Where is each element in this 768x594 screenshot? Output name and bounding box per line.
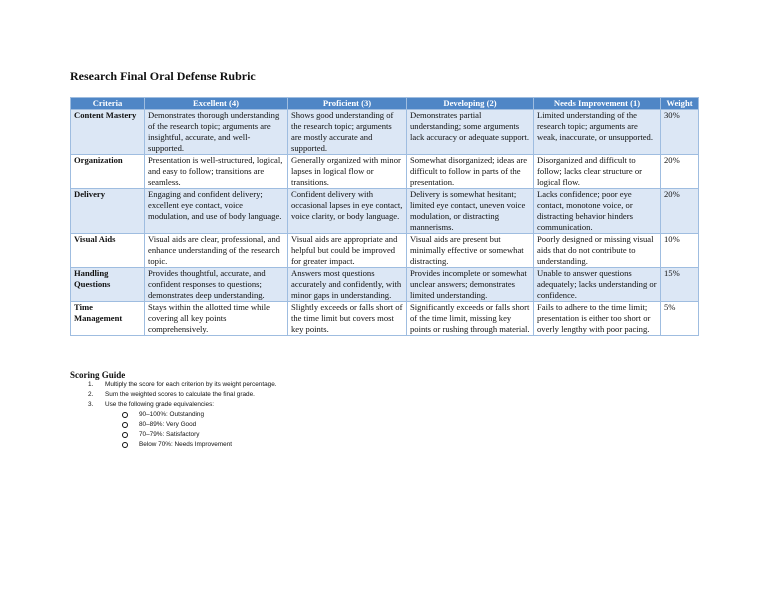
step-text: Use the following grade equivalencies: — [105, 401, 215, 408]
proficient-cell: Confident delivery with occasional lapses in eye contact, voice clarity, or body language. — [288, 189, 407, 234]
list-item — [105, 440, 277, 450]
developing-cell: Delivery is somewhat hesitant; limited eye contact, uneven voice modulation, or distracting mannerisms. — [407, 189, 534, 234]
proficient-cell: Visual aids are appropriate and helpful but could be improved for greater impact. — [288, 234, 407, 268]
excellent-cell: Stays within the allotted time while covering all key points comprehensively. — [145, 302, 288, 336]
step-text: Multiply the score for each criterion by its weight percentage. — [105, 381, 277, 388]
table-row — [71, 110, 699, 155]
weight-cell: 10% — [661, 234, 699, 268]
proficient-cell: Shows good understanding of the research topic; arguments are mostly accurate and supported. — [288, 110, 407, 155]
list-item — [105, 410, 277, 420]
needs-improvement-cell: Poorly designed or missing visual aids that do not contribute to understanding. — [534, 234, 661, 268]
grade-text: 80–89%: Very Good — [139, 421, 197, 428]
list-item — [88, 400, 277, 450]
grade-text: Below 70%: Needs Improvement — [139, 441, 233, 448]
developing-cell: Significantly exceeds or falls short of the time limit, missing key points or rushing through material. — [407, 302, 534, 336]
header-needs-improvement: Needs Improvement (1) — [534, 98, 661, 110]
circle-bullet-icon — [122, 432, 128, 438]
header-excellent: Excellent (4) — [145, 98, 288, 110]
proficient-cell: Generally organized with minor lapses in logical flow or transitions. — [288, 155, 407, 189]
criterion-cell: Delivery — [71, 189, 145, 234]
weight-cell: 15% — [661, 268, 699, 302]
needs-improvement-cell: Disorganized and difficult to follow; lacks clear structure or logical flow. — [534, 155, 661, 189]
step-number: 3. — [88, 401, 94, 408]
table-row — [71, 302, 699, 336]
rubric-table — [70, 97, 699, 336]
excellent-cell: Engaging and confident delivery; excellent eye contact, voice modulation, and use of body language. — [145, 189, 288, 234]
grade-text: 90–100%: Outstanding — [139, 411, 205, 418]
criterion-cell: Visual Aids — [71, 234, 145, 268]
circle-bullet-icon — [122, 412, 128, 418]
excellent-cell: Provides thoughtful, accurate, and confident responses to questions; demonstrates deep understanding. — [145, 268, 288, 302]
weight-cell: 5% — [661, 302, 699, 336]
criterion-cell: Handling Questions — [71, 268, 145, 302]
header-weight: Weight — [661, 98, 699, 110]
developing-cell: Visual aids are present but minimally effective or somewhat distracting. — [407, 234, 534, 268]
list-item — [88, 390, 277, 400]
step-number: 2. — [88, 391, 94, 398]
header-criteria: Criteria — [71, 98, 145, 110]
needs-improvement-cell: Fails to adhere to the time limit; presentation is either too short or overly lengthy with poor pacing. — [534, 302, 661, 336]
table-row — [71, 234, 699, 268]
criterion-cell: Content Mastery — [71, 110, 145, 155]
weight-cell: 30% — [661, 110, 699, 155]
scoring-steps-list — [88, 380, 277, 450]
table-row — [71, 189, 699, 234]
table-row — [71, 268, 699, 302]
proficient-cell: Answers most questions accurately and confidently, with minor gaps in understanding. — [288, 268, 407, 302]
excellent-cell: Visual aids are clear, professional, and enhance understanding of the research topic. — [145, 234, 288, 268]
list-item — [105, 420, 277, 430]
table-row — [71, 155, 699, 189]
step-text: Sum the weighted scores to calculate the final grade. — [105, 391, 255, 398]
document-title: Research Final Oral Defense Rubric — [70, 69, 256, 83]
step-number: 1. — [88, 381, 94, 388]
weight-cell: 20% — [661, 155, 699, 189]
list-item — [105, 430, 277, 440]
needs-improvement-cell: Limited understanding of the research topic; arguments are weak, inaccurate, or unsupported. — [534, 110, 661, 155]
needs-improvement-cell: Lacks confidence; poor eye contact, monotone voice, or distracting behavior hinders communication. — [534, 189, 661, 234]
developing-cell: Provides incomplete or somewhat unclear answers; demonstrates limited understanding. — [407, 268, 534, 302]
weight-cell: 20% — [661, 189, 699, 234]
grade-text: 70–79%: Satisfactory — [139, 431, 200, 438]
developing-cell: Demonstrates partial understanding; some arguments lack accuracy or adequate support. — [407, 110, 534, 155]
developing-cell: Somewhat disorganized; ideas are difficult to follow in parts of the presentation. — [407, 155, 534, 189]
proficient-cell: Slightly exceeds or falls short of the time limit but covers most key points. — [288, 302, 407, 336]
header-developing: Developing (2) — [407, 98, 534, 110]
needs-improvement-cell: Unable to answer questions adequately; lacks understanding or confidence. — [534, 268, 661, 302]
circle-bullet-icon — [122, 422, 128, 428]
excellent-cell: Demonstrates thorough understanding of the research topic; arguments are insightful, accurate, and well-supported. — [145, 110, 288, 155]
grade-equivalencies-list — [105, 410, 277, 450]
scoring-guide-title: Scoring Guide — [70, 370, 126, 380]
excellent-cell: Presentation is well-structured, logical, and easy to follow; transitions are seamless. — [145, 155, 288, 189]
table-header-row — [71, 98, 699, 110]
header-proficient: Proficient (3) — [288, 98, 407, 110]
criterion-cell: Time Management — [71, 302, 145, 336]
circle-bullet-icon — [122, 442, 128, 448]
criterion-cell: Organization — [71, 155, 145, 189]
list-item — [88, 380, 277, 390]
